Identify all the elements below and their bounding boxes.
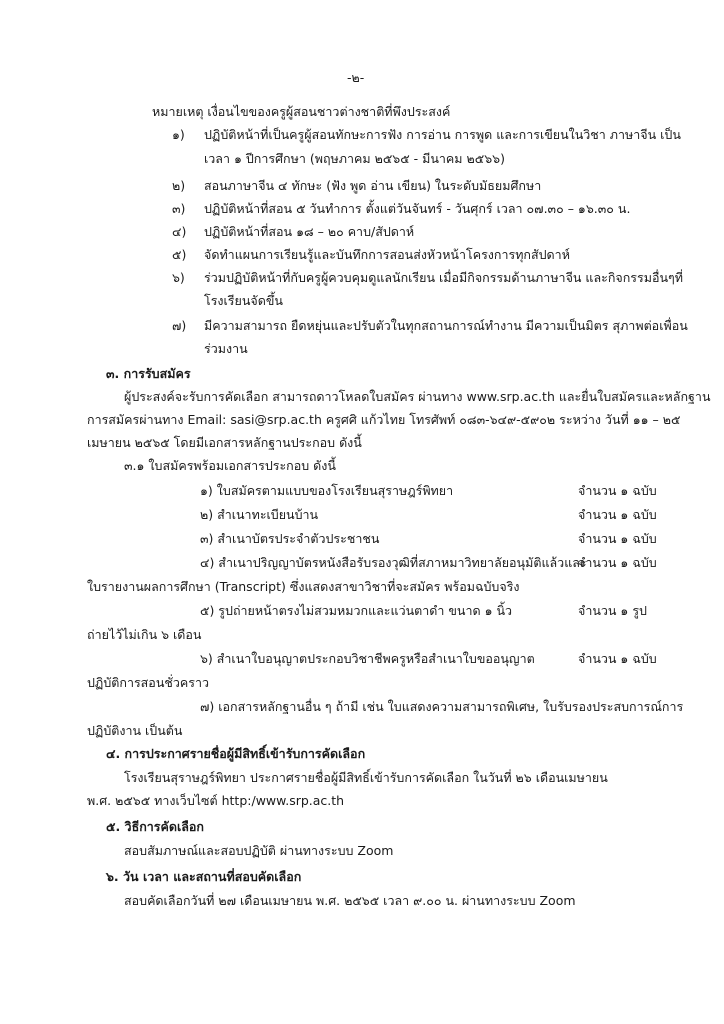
document-item-text: ๖) สำเนาใบอนุญาตประกอบวิชาชีพครูหรือสำเนาใบขออนุญาต [200, 651, 535, 666]
note-item-text: มีความสามารถ ยืดหยุ่นและปรับตัวในทุกสถานการณ์ทำงาน มีความเป็นมิตร สุภาพต่อเพื่อน [204, 318, 688, 333]
section-3-paragraph: การสมัครผ่านทาง Email: sasi@srp.ac.th ครูศศิ แก้วไทย โทรศัพท์ ๐๘๓-๖๔๙-๕๙๐๒ ระหว่าง วันที่ ๑๑ – ๒๕ [87, 412, 681, 427]
note-item-text: ปฏิบัติหน้าที่สอน ๕ วันทำการ ตั้งแต่วันจันทร์ - วันศุกร์ เวลา ๐๗.๓๐ – ๑๖.๓๐ น. [204, 201, 631, 216]
note-item-number: ๔) [172, 224, 187, 239]
section-4-text: โรงเรียนสุราษฎร์พิทยา ประกาศรายชื่อผู้มีสิทธิ์เข้ารับการคัดเลือก ในวันที่ ๒๖ เดือนเมษายน [124, 770, 608, 785]
document-quantity: จำนวน ๑ ฉบับ [578, 507, 657, 522]
note-item-text: ปฏิบัติหน้าที่เป็นครูผู้สอนทักษะการฟัง การอ่าน การพูด และการเขียนในวิชา ภาษาจีน เป็น [204, 127, 681, 142]
document-item-text: ๔) สำเนาปริญญาบัตรหนังสือรับรองวุฒิที่สภาหมาวิทยาลัยอนุมัติแล้วและ [200, 555, 587, 570]
page-number: -๒- [347, 70, 365, 85]
section-4-heading: ๔. การประกาศรายชื่อผู้มีสิทธิ์เข้ารับการคัดเลือก [106, 746, 366, 761]
document-quantity: จำนวน ๑ ฉบับ [578, 483, 657, 498]
note-item-number: ๗) [172, 318, 187, 333]
section-6-text: สอบคัดเลือกวันที่ ๒๗ เดือนเมษายน พ.ศ. ๒๕๖๕ เวลา ๙.๐๐ น. ผ่านทางระบบ Zoom [124, 893, 576, 908]
section-6-heading: ๖. วัน เวลา และสถานที่สอบคัดเลือก [106, 869, 302, 884]
note-item-text: ปฏิบัติหน้าที่สอน ๑๘ – ๒๐ คาบ/สัปดาห์ [204, 224, 415, 239]
note-heading: หมายเหตุ เงื่อนไขของครูผู้สอนชาวต่างชาติที่พึงประสงค์ [152, 104, 451, 119]
document-quantity: จำนวน ๑ ฉบับ [578, 531, 657, 546]
note-item-text: โรงเรียนจัดขึ้น [204, 293, 283, 308]
note-item-text: สอนภาษาจีน ๔ ทักษะ (ฟัง พูด อ่าน เขียน) ในระดับมัธยมศึกษา [204, 178, 542, 193]
document-item-text: ๑) ใบสมัครตามแบบของโรงเรียนสุราษฎร์พิทยา [200, 483, 454, 498]
note-item-number: ๑) [172, 127, 185, 142]
section-3-paragraph: เมษายน ๒๕๖๕ โดยมีเอกสารหลักฐานประกอบ ดังนี้ [87, 435, 362, 450]
document-item-text: ปฏิบัติงาน เป็นต้น [87, 723, 183, 738]
document-quantity: จำนวน ๑ ฉบับ [578, 555, 657, 570]
note-item-text: เวลา ๑ ปีการศึกษา (พฤษภาคม ๒๕๖๕ - มีนาคม ๒๕๖๖) [204, 151, 505, 166]
document-item-text: ๓) สำเนาบัตรประจำตัวประชาชน [200, 531, 380, 546]
note-item-text: ร่วมปฏิบัติหน้าที่กับครูผู้ควบคุมดูแลนักเรียน เมื่อมีกิจกรรมด้านภาษาจีน และกิจกรรมอื่นๆที่ [204, 270, 683, 285]
document-item-text: ปฏิบัติการสอนชั่วคราว [87, 675, 209, 690]
note-item-number: ๕) [172, 247, 187, 262]
note-item-number: ๒) [172, 178, 186, 193]
note-item-text: จัดทำแผนการเรียนรู้และบันทึกการสอนส่งหัวหน้าโครงการทุกสัปดาห์ [204, 247, 570, 262]
document-quantity: จำนวน ๑ ฉบับ [578, 651, 657, 666]
note-item-number: ๓) [172, 201, 186, 216]
section-3-1-subheading: ๓.๑ ใบสมัครพร้อมเอกสารประกอบ ดังนี้ [124, 458, 336, 473]
document-item-text: ๕) รูปถ่ายหน้าตรงไม่สวมหมวกและแว่นตาดำ ขนาด ๑ นิ้ว [200, 603, 513, 618]
document-item-text: ถ่ายไว้ไม่เกิน ๖ เดือน [87, 627, 202, 642]
document-item-text: ใบรายงานผลการศึกษา (Transcript) ซึ่งแสดงสาขาวิชาที่จะสมัคร พร้อมฉบับจริง [87, 579, 520, 594]
document-quantity: จำนวน ๑ รูป [578, 603, 647, 618]
note-item-text: ร่วมงาน [204, 341, 248, 356]
section-3-paragraph: ผู้ประสงค์จะรับการคัดเลือก สามารถดาวโหลดใบสมัคร ผ่านทาง www.srp.ac.th และยื่นใบสมัครและหลักฐาน [124, 389, 711, 404]
section-5-heading: ๕. วิธีการคัดเลือก [106, 819, 204, 834]
section-3-heading: ๓. การรับสมัคร [106, 366, 191, 381]
section-5-text: สอบสัมภาษณ์และสอบปฏิบัติ ผ่านทางระบบ Zoom [124, 843, 394, 858]
section-4-text: พ.ศ. ๒๕๖๕ ทางเว็บไซต์ http:/www.srp.ac.th [87, 793, 345, 808]
document-item-text: ๗) เอกสารหลักฐานอื่น ๆ ถ้ามี เช่น ใบแสดงความสามารถพิเศษ, ใบรับรองประสบการณ์การ [200, 699, 684, 714]
document-item-text: ๒) สำเนาทะเบียนบ้าน [200, 507, 319, 522]
note-item-number: ๖) [172, 270, 185, 285]
